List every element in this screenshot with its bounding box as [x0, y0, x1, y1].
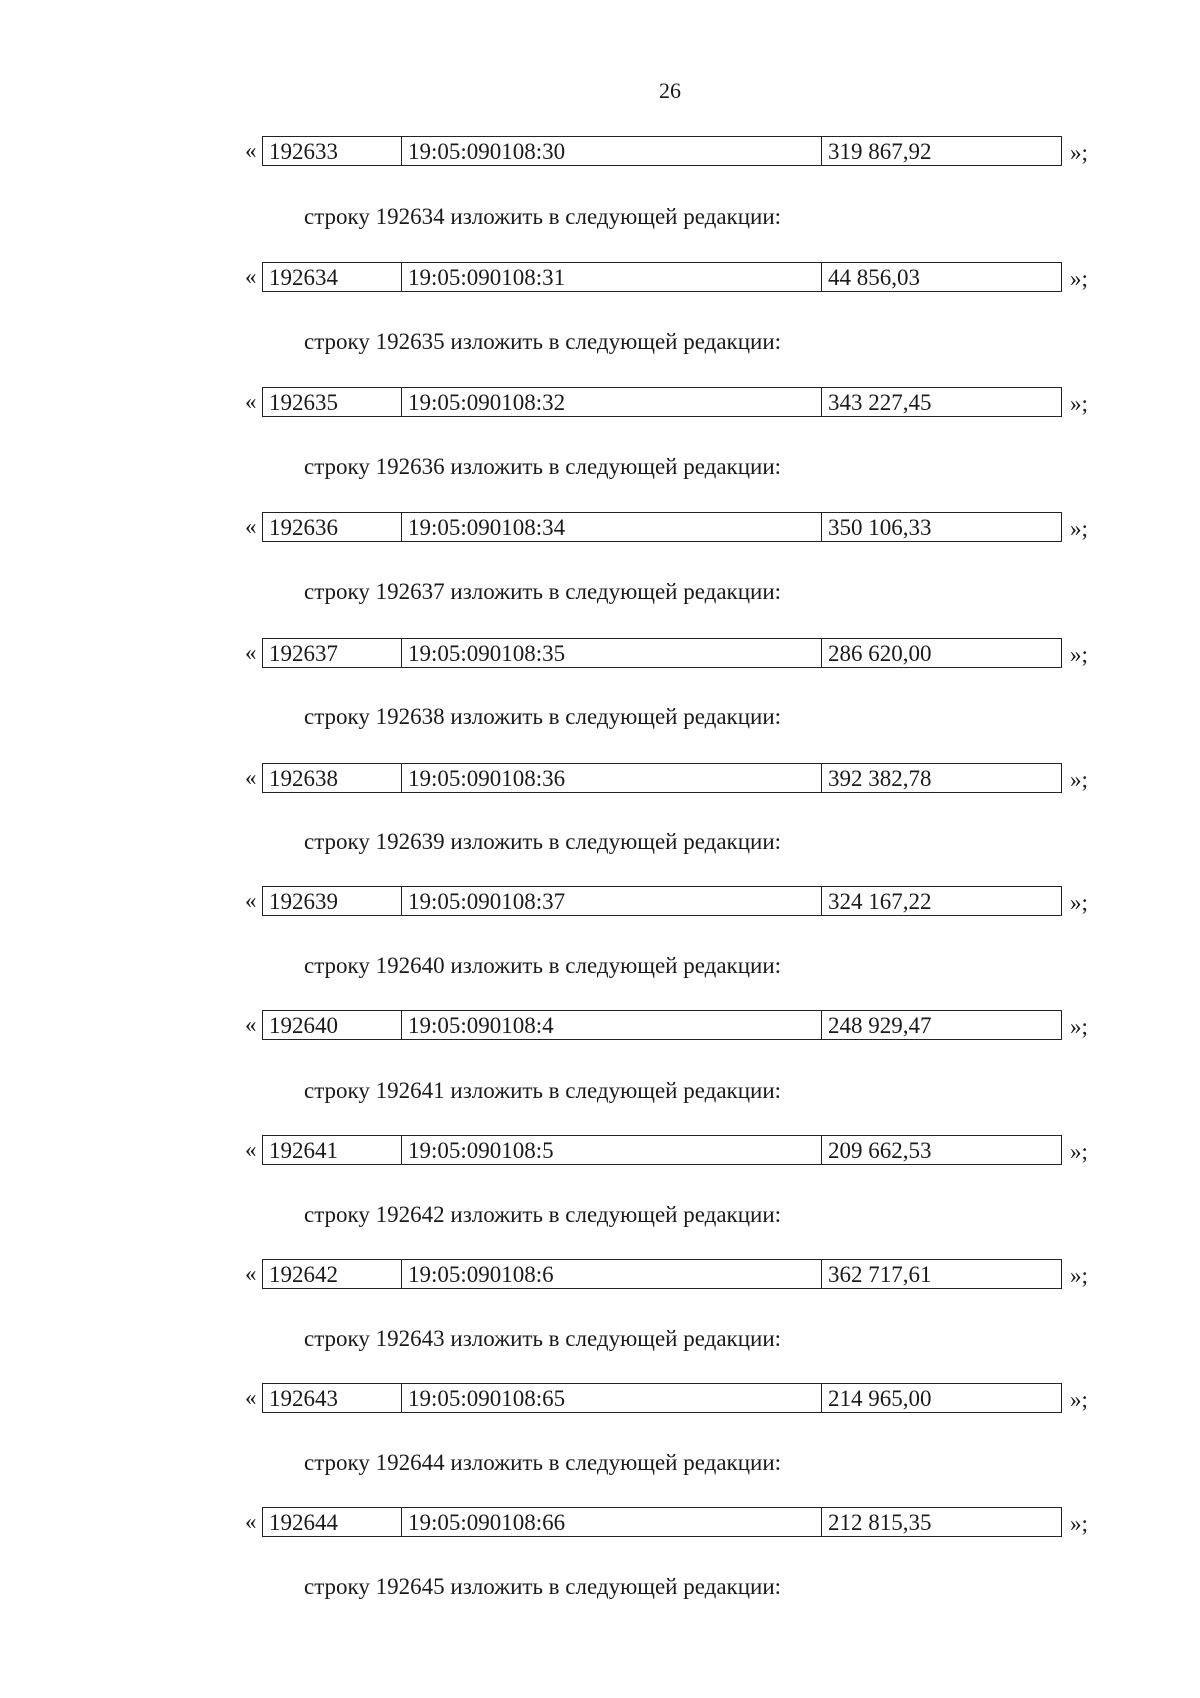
cadastral-value-cell: 44 856,03: [821, 263, 1061, 291]
row-cells: [262, 136, 1062, 166]
row-cells: [262, 1507, 1062, 1537]
cadastral-value-cell: 319 867,92: [821, 137, 1061, 165]
row-number-cell: 192637: [269, 641, 338, 666]
cadastral-value-cell: 212 815,35: [821, 1508, 1061, 1536]
row-cells: [262, 1135, 1062, 1165]
instruction-text: строку 192637 изложить в следующей редакции:: [304, 579, 782, 604]
cadastral-number-cell: 19:05:090108:6: [401, 1260, 821, 1288]
instruction-text: строку 192640 изложить в следующей редакции:: [304, 953, 782, 978]
cadastral-number-cell: 19:05:090108:37: [401, 887, 821, 915]
opening-quote: «: [245, 1385, 257, 1410]
opening-quote: «: [245, 1509, 257, 1534]
closing-quote: »;: [1070, 642, 1088, 667]
row-number-cell: 192641: [269, 1138, 338, 1163]
row-cells: [262, 1383, 1062, 1413]
row-cells: [262, 387, 1062, 417]
instruction-text: строку 192645 изложить в следующей редакции:: [304, 1574, 782, 1599]
instruction-text: строку 192636 изложить в следующей редакции:: [304, 454, 782, 479]
cadastral-value-cell: 209 662,53: [821, 1136, 1061, 1164]
cadastral-number-cell: 19:05:090108:32: [401, 388, 821, 416]
table-row: [245, 1135, 1095, 1165]
row-cells: [262, 886, 1062, 916]
cadastral-number-cell: 19:05:090108:30: [401, 137, 821, 165]
row-cells: [262, 1010, 1062, 1040]
row-number-cell: 192642: [269, 1262, 338, 1287]
table-row: [245, 886, 1095, 916]
cadastral-number-cell: 19:05:090108:66: [401, 1508, 821, 1536]
table-row: [245, 262, 1095, 292]
closing-quote: »;: [1070, 1014, 1088, 1039]
table-row: [245, 512, 1095, 542]
opening-quote: «: [245, 1261, 257, 1286]
table-row: [245, 1507, 1095, 1537]
opening-quote: «: [245, 389, 257, 414]
opening-quote: «: [245, 514, 257, 539]
cadastral-value-cell: 343 227,45: [821, 388, 1061, 416]
cadastral-value-cell: 362 717,61: [821, 1260, 1061, 1288]
closing-quote: »;: [1070, 1511, 1088, 1536]
row-number-cell: 192633: [269, 139, 338, 164]
opening-quote: «: [245, 1137, 257, 1162]
row-cells: [262, 1259, 1062, 1289]
row-number-cell: 192640: [269, 1013, 338, 1038]
instruction-text: строку 192644 изложить в следующей редакции:: [304, 1450, 782, 1475]
table-row: [245, 1259, 1095, 1289]
table-row: [245, 638, 1095, 668]
cadastral-value-cell: 214 965,00: [821, 1384, 1061, 1412]
instruction-text: строку 192635 изложить в следующей редакции:: [304, 329, 782, 354]
cadastral-number-cell: 19:05:090108:35: [401, 639, 821, 667]
cadastral-value-cell: 324 167,22: [821, 887, 1061, 915]
opening-quote: «: [245, 640, 257, 665]
closing-quote: »;: [1070, 1263, 1088, 1288]
closing-quote: »;: [1070, 890, 1088, 915]
instruction-text: строку 192634 изложить в следующей редакции:: [304, 204, 782, 229]
opening-quote: «: [245, 264, 257, 289]
opening-quote: «: [245, 765, 257, 790]
opening-quote: «: [245, 138, 257, 163]
cadastral-value-cell: 248 929,47: [821, 1011, 1061, 1039]
cadastral-number-cell: 19:05:090108:34: [401, 513, 821, 541]
table-row: [245, 1010, 1095, 1040]
cadastral-number-cell: 19:05:090108:31: [401, 263, 821, 291]
row-number-cell: 192634: [269, 265, 338, 290]
row-cells: [262, 763, 1062, 793]
cadastral-value-cell: 286 620,00: [821, 639, 1061, 667]
cadastral-number-cell: 19:05:090108:5: [401, 1136, 821, 1164]
cadastral-number-cell: 19:05:090108:36: [401, 764, 821, 792]
page-number: 26: [659, 78, 681, 103]
instruction-text: строку 192642 изложить в следующей редакции:: [304, 1202, 782, 1227]
table-row: [245, 387, 1095, 417]
table-row: [245, 1383, 1095, 1413]
row-cells: [262, 638, 1062, 668]
row-number-cell: 192635: [269, 390, 338, 415]
row-number-cell: 192639: [269, 889, 338, 914]
instruction-text: строку 192639 изложить в следующей редакции:: [304, 829, 782, 854]
closing-quote: »;: [1070, 516, 1088, 541]
closing-quote: »;: [1070, 1387, 1088, 1412]
instruction-text: строку 192641 изложить в следующей редакции:: [304, 1078, 782, 1103]
instruction-text: строку 192643 изложить в следующей редакции:: [304, 1326, 782, 1351]
closing-quote: »;: [1070, 391, 1088, 416]
cadastral-number-cell: 19:05:090108:4: [401, 1011, 821, 1039]
closing-quote: »;: [1070, 767, 1088, 792]
closing-quote: »;: [1070, 1139, 1088, 1164]
row-cells: [262, 262, 1062, 292]
table-row: [245, 763, 1095, 793]
row-number-cell: 192636: [269, 515, 338, 540]
instruction-text: строку 192638 изложить в следующей редакции:: [304, 704, 782, 729]
cadastral-value-cell: 392 382,78: [821, 764, 1061, 792]
row-number-cell: 192638: [269, 766, 338, 791]
closing-quote: »;: [1070, 140, 1088, 165]
row-cells: [262, 512, 1062, 542]
cadastral-value-cell: 350 106,33: [821, 513, 1061, 541]
table-row: [245, 136, 1095, 166]
row-number-cell: 192643: [269, 1386, 338, 1411]
cadastral-number-cell: 19:05:090108:65: [401, 1384, 821, 1412]
opening-quote: «: [245, 888, 257, 913]
opening-quote: «: [245, 1012, 257, 1037]
row-number-cell: 192644: [269, 1510, 338, 1535]
closing-quote: »;: [1070, 266, 1088, 291]
